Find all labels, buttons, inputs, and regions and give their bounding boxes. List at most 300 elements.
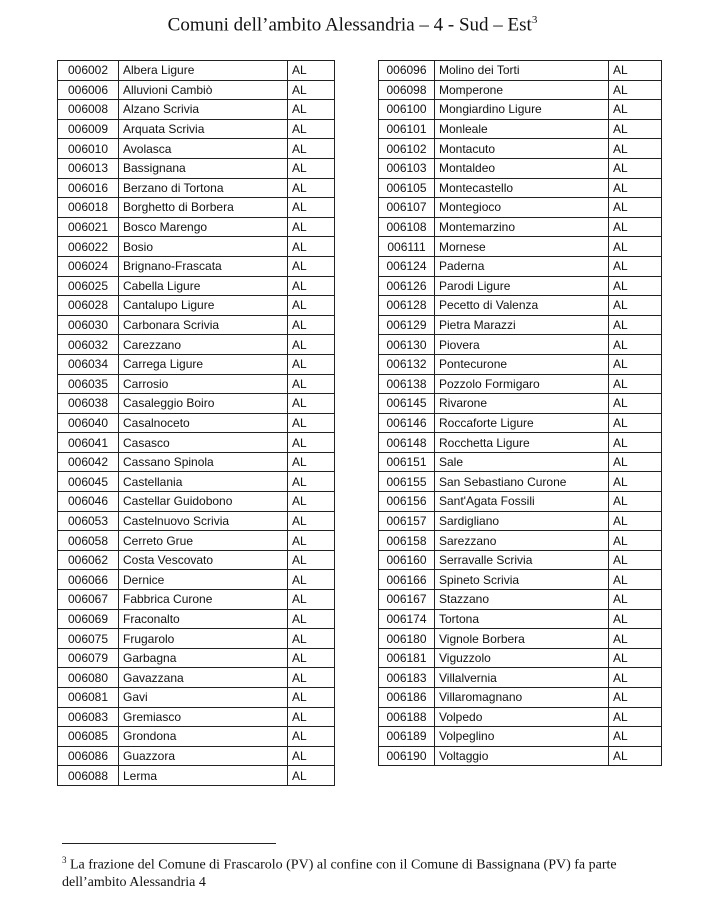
province-cell: AL xyxy=(609,394,662,414)
table-row xyxy=(379,158,662,178)
table-row xyxy=(379,570,662,590)
istat-code-cell: 006080 xyxy=(58,668,119,688)
table-row xyxy=(379,609,662,629)
province-cell: AL xyxy=(288,354,335,374)
istat-code-cell: 006132 xyxy=(379,354,435,374)
municipality-name-cell: Vignole Borbera xyxy=(435,629,609,649)
table-row xyxy=(379,119,662,139)
table-row xyxy=(379,511,662,531)
province-cell: AL xyxy=(288,688,335,708)
municipality-name-cell: Castellania xyxy=(119,472,288,492)
province-cell: AL xyxy=(288,394,335,414)
table-row xyxy=(58,119,335,139)
province-cell: AL xyxy=(609,688,662,708)
title-footnote-ref: 3 xyxy=(531,14,538,26)
municipality-name-cell: Molino dei Torti xyxy=(435,61,609,81)
province-cell: AL xyxy=(288,727,335,747)
municipality-name-cell: Casalnoceto xyxy=(119,413,288,433)
province-cell: AL xyxy=(609,276,662,296)
province-cell: AL xyxy=(288,158,335,178)
table-row xyxy=(379,668,662,688)
municipality-name-cell: Paderna xyxy=(435,256,609,276)
municipality-name-cell: Momperone xyxy=(435,80,609,100)
province-cell: AL xyxy=(288,590,335,610)
istat-code-cell: 006096 xyxy=(379,61,435,81)
istat-code-cell: 006086 xyxy=(58,746,119,766)
municipality-name-cell: Carrega Ligure xyxy=(119,354,288,374)
istat-code-cell: 006018 xyxy=(58,198,119,218)
table-row xyxy=(58,727,335,747)
municipality-name-cell: Fabbrica Curone xyxy=(119,590,288,610)
province-cell: AL xyxy=(288,217,335,237)
municipality-name-cell: Castellar Guidobono xyxy=(119,492,288,512)
table-row xyxy=(58,413,335,433)
province-cell: AL xyxy=(288,256,335,276)
table-row xyxy=(379,296,662,316)
province-cell: AL xyxy=(288,766,335,786)
municipality-name-cell: Montacuto xyxy=(435,139,609,159)
province-cell: AL xyxy=(609,237,662,257)
province-cell: AL xyxy=(609,139,662,159)
municipality-name-cell: Cantalupo Ligure xyxy=(119,296,288,316)
table-row xyxy=(58,746,335,766)
istat-code-cell: 006186 xyxy=(379,688,435,708)
table-row xyxy=(58,570,335,590)
municipality-name-cell: Gavi xyxy=(119,688,288,708)
table-row xyxy=(58,237,335,257)
municipality-name-cell: Arquata Scrivia xyxy=(119,119,288,139)
table-row xyxy=(58,550,335,570)
table-row xyxy=(379,433,662,453)
province-cell: AL xyxy=(609,119,662,139)
municipality-name-cell: Brignano-Frascata xyxy=(119,256,288,276)
table-row xyxy=(58,335,335,355)
municipality-name-cell: Guazzora xyxy=(119,746,288,766)
municipality-name-cell: Voltaggio xyxy=(435,746,609,766)
istat-code-cell: 006146 xyxy=(379,413,435,433)
province-cell: AL xyxy=(609,648,662,668)
table-row xyxy=(58,315,335,335)
province-cell: AL xyxy=(609,354,662,374)
province-cell: AL xyxy=(609,374,662,394)
province-cell: AL xyxy=(288,746,335,766)
table-row xyxy=(58,354,335,374)
province-cell: AL xyxy=(609,531,662,551)
municipality-name-cell: Casasco xyxy=(119,433,288,453)
istat-code-cell: 006166 xyxy=(379,570,435,590)
table-row xyxy=(379,688,662,708)
municipality-name-cell: Alluvioni Cambiò xyxy=(119,80,288,100)
province-cell: AL xyxy=(288,315,335,335)
municipality-name-cell: Carezzano xyxy=(119,335,288,355)
municipality-name-cell: Parodi Ligure xyxy=(435,276,609,296)
province-cell: AL xyxy=(288,198,335,218)
municipality-name-cell: Cerreto Grue xyxy=(119,531,288,551)
municipality-name-cell: Gremiasco xyxy=(119,707,288,727)
municipality-name-cell: Piovera xyxy=(435,335,609,355)
table-row xyxy=(379,61,662,81)
municipalities-table-left xyxy=(57,60,335,786)
istat-code-cell: 006002 xyxy=(58,61,119,81)
municipality-name-cell: Cabella Ligure xyxy=(119,276,288,296)
istat-code-cell: 006126 xyxy=(379,276,435,296)
table-row xyxy=(379,472,662,492)
table-row xyxy=(379,335,662,355)
municipality-name-cell: Dernice xyxy=(119,570,288,590)
istat-code-cell: 006085 xyxy=(58,727,119,747)
istat-code-cell: 006062 xyxy=(58,550,119,570)
table-row xyxy=(58,668,335,688)
istat-code-cell: 006181 xyxy=(379,648,435,668)
table-row xyxy=(58,276,335,296)
municipality-name-cell: Pietra Marazzi xyxy=(435,315,609,335)
istat-code-cell: 006103 xyxy=(379,158,435,178)
province-cell: AL xyxy=(609,100,662,120)
istat-code-cell: 006028 xyxy=(58,296,119,316)
municipality-name-cell: Grondona xyxy=(119,727,288,747)
table-row xyxy=(379,198,662,218)
province-cell: AL xyxy=(288,472,335,492)
municipality-name-cell: Albera Ligure xyxy=(119,61,288,81)
istat-code-cell: 006069 xyxy=(58,609,119,629)
table-row xyxy=(379,139,662,159)
istat-code-cell: 006016 xyxy=(58,178,119,198)
istat-code-cell: 006013 xyxy=(58,158,119,178)
municipality-name-cell: Bosio xyxy=(119,237,288,257)
province-cell: AL xyxy=(288,511,335,531)
istat-code-cell: 006045 xyxy=(58,472,119,492)
table-row xyxy=(58,766,335,786)
province-cell: AL xyxy=(609,178,662,198)
istat-code-cell: 006010 xyxy=(58,139,119,159)
table-row xyxy=(379,394,662,414)
municipality-name-cell: Volpeglino xyxy=(435,727,609,747)
istat-code-cell: 006040 xyxy=(58,413,119,433)
table-row xyxy=(379,178,662,198)
municipality-name-cell: Sale xyxy=(435,452,609,472)
province-cell: AL xyxy=(609,609,662,629)
province-cell: AL xyxy=(609,413,662,433)
istat-code-cell: 006038 xyxy=(58,394,119,414)
istat-code-cell: 006022 xyxy=(58,237,119,257)
municipality-name-cell: Pozzolo Formigaro xyxy=(435,374,609,394)
istat-code-cell: 006138 xyxy=(379,374,435,394)
province-cell: AL xyxy=(609,746,662,766)
municipality-name-cell: Garbagna xyxy=(119,648,288,668)
municipality-name-cell: San Sebastiano Curone xyxy=(435,472,609,492)
province-cell: AL xyxy=(288,531,335,551)
istat-code-cell: 006098 xyxy=(379,80,435,100)
istat-code-cell: 006041 xyxy=(58,433,119,453)
municipality-name-cell: Montegioco xyxy=(435,198,609,218)
municipality-name-cell: Mongiardino Ligure xyxy=(435,100,609,120)
table-row xyxy=(379,707,662,727)
footnote xyxy=(62,852,652,891)
municipality-name-cell: Villaromagnano xyxy=(435,688,609,708)
province-cell: AL xyxy=(288,296,335,316)
province-cell: AL xyxy=(609,80,662,100)
table-row xyxy=(58,158,335,178)
istat-code-cell: 006128 xyxy=(379,296,435,316)
table-row xyxy=(379,590,662,610)
province-cell: AL xyxy=(288,433,335,453)
province-cell: AL xyxy=(288,80,335,100)
istat-code-cell: 006006 xyxy=(58,80,119,100)
province-cell: AL xyxy=(609,217,662,237)
municipality-name-cell: Sardigliano xyxy=(435,511,609,531)
istat-code-cell: 006046 xyxy=(58,492,119,512)
table-row xyxy=(379,100,662,120)
istat-code-cell: 006083 xyxy=(58,707,119,727)
table-row xyxy=(58,217,335,237)
istat-code-cell: 006157 xyxy=(379,511,435,531)
istat-code-cell: 006155 xyxy=(379,472,435,492)
table-row xyxy=(58,590,335,610)
province-cell: AL xyxy=(609,296,662,316)
footnote-text: La frazione del Comune di Frascarolo (PV) al confine con il Comune di Bassignana (PV) fa parte dell’ambito Alessandria 4 xyxy=(62,857,617,890)
municipality-name-cell: Rocchetta Ligure xyxy=(435,433,609,453)
table-row xyxy=(58,296,335,316)
table-row xyxy=(379,315,662,335)
istat-code-cell: 006160 xyxy=(379,550,435,570)
table-row xyxy=(58,492,335,512)
table-row xyxy=(58,707,335,727)
istat-code-cell: 006021 xyxy=(58,217,119,237)
istat-code-cell: 006129 xyxy=(379,315,435,335)
table-row xyxy=(58,256,335,276)
municipality-name-cell: Bassignana xyxy=(119,158,288,178)
istat-code-cell: 006008 xyxy=(58,100,119,120)
istat-code-cell: 006156 xyxy=(379,492,435,512)
province-cell: AL xyxy=(609,668,662,688)
istat-code-cell: 006088 xyxy=(58,766,119,786)
province-cell: AL xyxy=(609,433,662,453)
municipality-name-cell: Pontecurone xyxy=(435,354,609,374)
table-row xyxy=(58,511,335,531)
istat-code-cell: 006032 xyxy=(58,335,119,355)
municipality-name-cell: Borghetto di Borbera xyxy=(119,198,288,218)
istat-code-cell: 006130 xyxy=(379,335,435,355)
province-cell: AL xyxy=(288,335,335,355)
table-row xyxy=(379,648,662,668)
municipality-name-cell: Stazzano xyxy=(435,590,609,610)
province-cell: AL xyxy=(609,472,662,492)
province-cell: AL xyxy=(609,590,662,610)
province-cell: AL xyxy=(609,335,662,355)
province-cell: AL xyxy=(288,100,335,120)
municipality-name-cell: Gavazzana xyxy=(119,668,288,688)
table-row xyxy=(379,374,662,394)
municipality-name-cell: Rivarone xyxy=(435,394,609,414)
istat-code-cell: 006067 xyxy=(58,590,119,610)
municipality-name-cell: Montemarzino xyxy=(435,217,609,237)
municipality-name-cell: Sarezzano xyxy=(435,531,609,551)
municipality-name-cell: Serravalle Scrivia xyxy=(435,550,609,570)
municipalities-table-right xyxy=(378,60,662,766)
istat-code-cell: 006105 xyxy=(379,178,435,198)
istat-code-cell: 006180 xyxy=(379,629,435,649)
table-row xyxy=(58,80,335,100)
province-cell: AL xyxy=(288,629,335,649)
municipality-name-cell: Monleale xyxy=(435,119,609,139)
province-cell: AL xyxy=(288,550,335,570)
table-row xyxy=(58,688,335,708)
province-cell: AL xyxy=(288,609,335,629)
footnote-ref: 3 xyxy=(62,855,67,865)
province-cell: AL xyxy=(288,374,335,394)
province-cell: AL xyxy=(609,158,662,178)
table-row xyxy=(379,531,662,551)
istat-code-cell: 006081 xyxy=(58,688,119,708)
municipality-name-cell: Costa Vescovato xyxy=(119,550,288,570)
table-row xyxy=(58,178,335,198)
municipality-name-cell: Villalvernia xyxy=(435,668,609,688)
municipality-name-cell: Mornese xyxy=(435,237,609,257)
istat-code-cell: 006107 xyxy=(379,198,435,218)
istat-code-cell: 006190 xyxy=(379,746,435,766)
municipality-name-cell: Viguzzolo xyxy=(435,648,609,668)
province-cell: AL xyxy=(288,237,335,257)
municipality-name-cell: Spineto Scrivia xyxy=(435,570,609,590)
province-cell: AL xyxy=(288,648,335,668)
province-cell: AL xyxy=(609,315,662,335)
table-row xyxy=(58,374,335,394)
municipality-name-cell: Frugarolo xyxy=(119,629,288,649)
table-row xyxy=(58,100,335,120)
istat-code-cell: 006042 xyxy=(58,452,119,472)
istat-code-cell: 006100 xyxy=(379,100,435,120)
municipality-name-cell: Lerma xyxy=(119,766,288,786)
istat-code-cell: 006188 xyxy=(379,707,435,727)
istat-code-cell: 006058 xyxy=(58,531,119,551)
table-row xyxy=(379,746,662,766)
istat-code-cell: 006174 xyxy=(379,609,435,629)
istat-code-cell: 006167 xyxy=(379,590,435,610)
province-cell: AL xyxy=(609,511,662,531)
table-row xyxy=(379,550,662,570)
title-text: Comuni dell’ambito Alessandria – 4 - Sud – Est xyxy=(167,14,532,36)
table-row xyxy=(58,139,335,159)
province-cell: AL xyxy=(288,276,335,296)
province-cell: AL xyxy=(288,119,335,139)
municipality-name-cell: Berzano di Tortona xyxy=(119,178,288,198)
province-cell: AL xyxy=(609,707,662,727)
istat-code-cell: 006101 xyxy=(379,119,435,139)
province-cell: AL xyxy=(609,256,662,276)
table-row xyxy=(379,629,662,649)
province-cell: AL xyxy=(288,413,335,433)
istat-code-cell: 006009 xyxy=(58,119,119,139)
istat-code-cell: 006066 xyxy=(58,570,119,590)
municipality-name-cell: Alzano Scrivia xyxy=(119,100,288,120)
istat-code-cell: 006025 xyxy=(58,276,119,296)
province-cell: AL xyxy=(288,61,335,81)
istat-code-cell: 006189 xyxy=(379,727,435,747)
province-cell: AL xyxy=(609,570,662,590)
municipality-name-cell: Sant'Agata Fossili xyxy=(435,492,609,512)
province-cell: AL xyxy=(609,629,662,649)
footnote-divider xyxy=(62,843,276,844)
istat-code-cell: 006079 xyxy=(58,648,119,668)
province-cell: AL xyxy=(288,178,335,198)
province-cell: AL xyxy=(288,570,335,590)
istat-code-cell: 006030 xyxy=(58,315,119,335)
province-cell: AL xyxy=(609,727,662,747)
municipality-name-cell: Pecetto di Valenza xyxy=(435,296,609,316)
page-title xyxy=(0,14,705,36)
istat-code-cell: 006183 xyxy=(379,668,435,688)
istat-code-cell: 006053 xyxy=(58,511,119,531)
table-row xyxy=(58,648,335,668)
istat-code-cell: 006102 xyxy=(379,139,435,159)
municipality-name-cell: Avolasca xyxy=(119,139,288,159)
province-cell: AL xyxy=(288,452,335,472)
istat-code-cell: 006148 xyxy=(379,433,435,453)
table-row xyxy=(58,394,335,414)
istat-code-cell: 006111 xyxy=(379,237,435,257)
table-row xyxy=(379,237,662,257)
province-cell: AL xyxy=(609,198,662,218)
municipality-name-cell: Casaleggio Boiro xyxy=(119,394,288,414)
province-cell: AL xyxy=(288,668,335,688)
province-cell: AL xyxy=(288,492,335,512)
municipality-name-cell: Carrosio xyxy=(119,374,288,394)
table-row xyxy=(379,727,662,747)
municipality-name-cell: Tortona xyxy=(435,609,609,629)
table-row xyxy=(379,492,662,512)
istat-code-cell: 006024 xyxy=(58,256,119,276)
municipality-name-cell: Castelnuovo Scrivia xyxy=(119,511,288,531)
municipality-name-cell: Volpedo xyxy=(435,707,609,727)
municipality-name-cell: Montaldeo xyxy=(435,158,609,178)
table-row xyxy=(58,609,335,629)
istat-code-cell: 006075 xyxy=(58,629,119,649)
istat-code-cell: 006151 xyxy=(379,452,435,472)
table-row xyxy=(379,276,662,296)
table-row xyxy=(379,452,662,472)
province-cell: AL xyxy=(288,139,335,159)
table-row xyxy=(58,472,335,492)
municipality-name-cell: Bosco Marengo xyxy=(119,217,288,237)
istat-code-cell: 006108 xyxy=(379,217,435,237)
istat-code-cell: 006035 xyxy=(58,374,119,394)
table-row xyxy=(379,80,662,100)
municipality-name-cell: Roccaforte Ligure xyxy=(435,413,609,433)
table-row xyxy=(379,256,662,276)
table-row xyxy=(58,531,335,551)
province-cell: AL xyxy=(609,61,662,81)
table-row xyxy=(58,61,335,81)
municipality-name-cell: Fraconalto xyxy=(119,609,288,629)
province-cell: AL xyxy=(609,550,662,570)
province-cell: AL xyxy=(609,452,662,472)
table-row xyxy=(379,217,662,237)
table-row xyxy=(58,433,335,453)
province-cell: AL xyxy=(609,492,662,512)
istat-code-cell: 006124 xyxy=(379,256,435,276)
istat-code-cell: 006034 xyxy=(58,354,119,374)
table-row xyxy=(58,629,335,649)
municipality-name-cell: Carbonara Scrivia xyxy=(119,315,288,335)
istat-code-cell: 006158 xyxy=(379,531,435,551)
municipality-name-cell: Cassano Spinola xyxy=(119,452,288,472)
table-row xyxy=(58,452,335,472)
istat-code-cell: 006145 xyxy=(379,394,435,414)
table-row xyxy=(58,198,335,218)
table-row xyxy=(379,413,662,433)
table-row xyxy=(379,354,662,374)
province-cell: AL xyxy=(288,707,335,727)
